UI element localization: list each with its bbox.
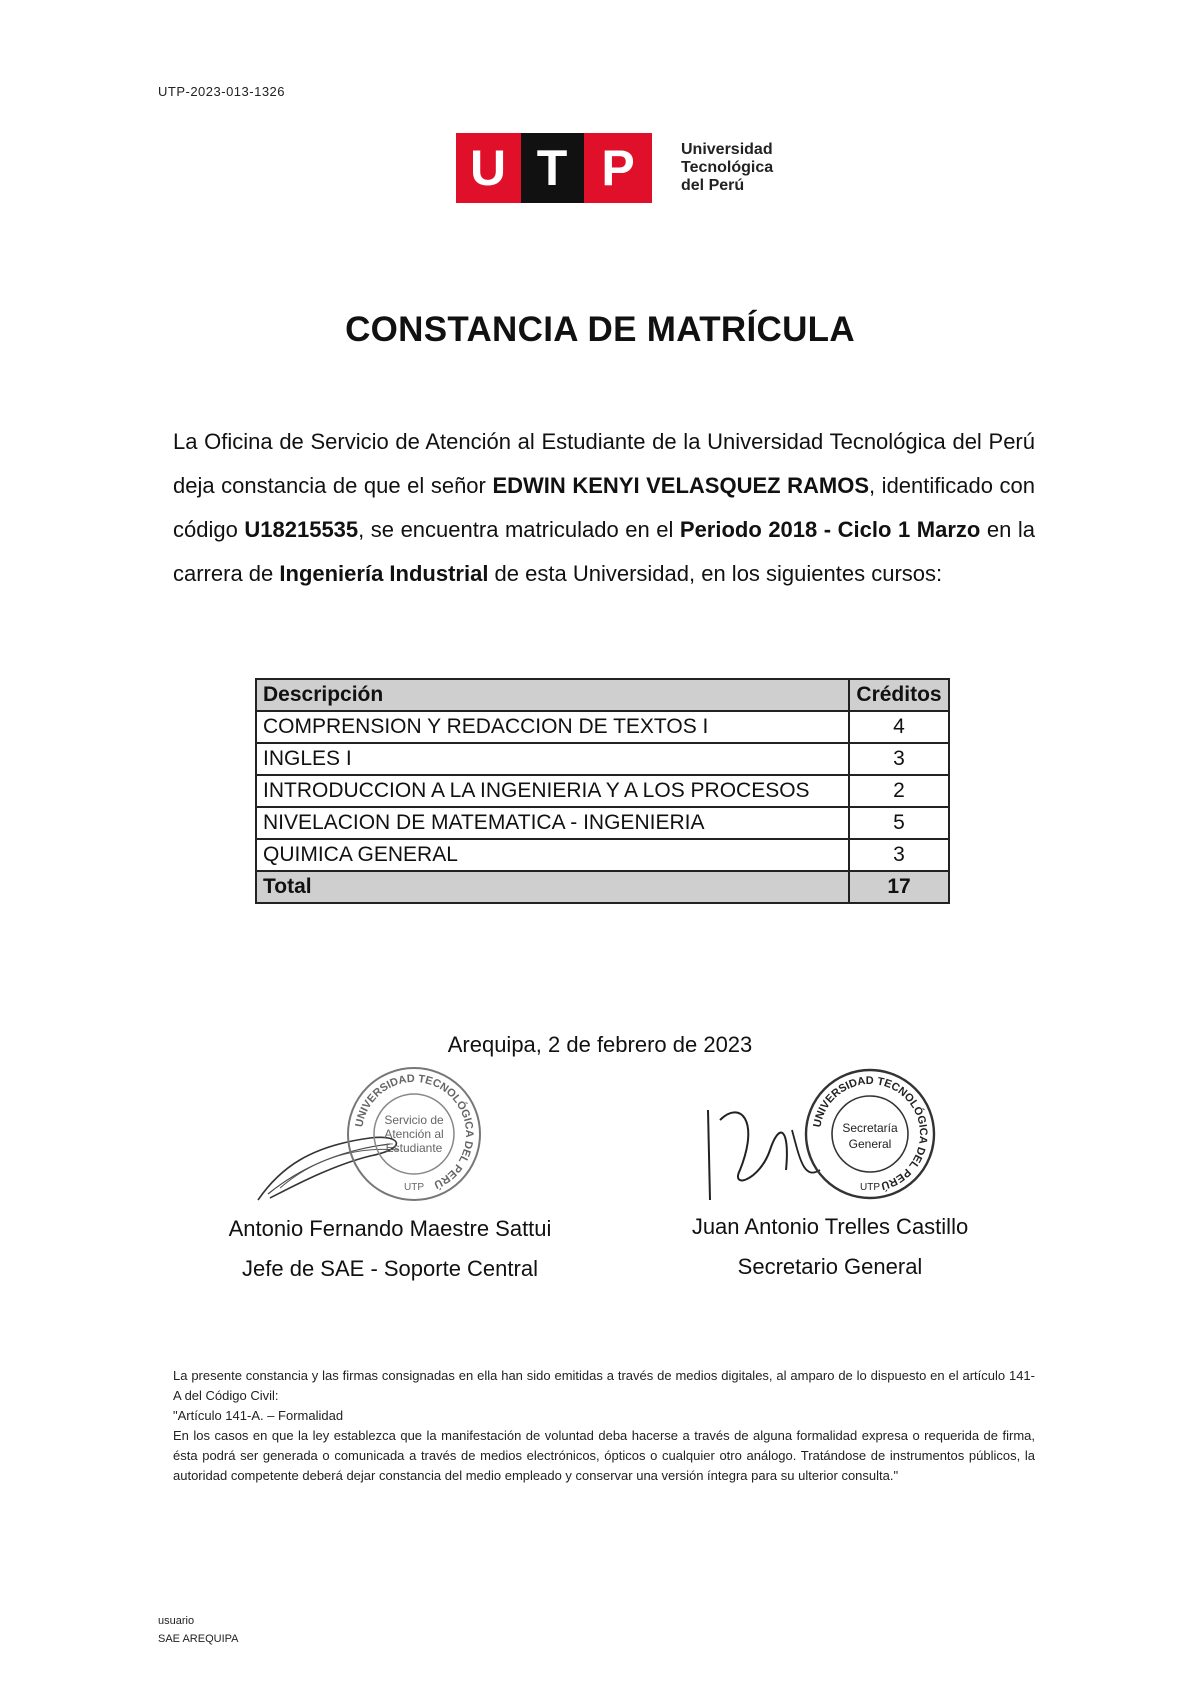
paragraph-text: , identificado con código xyxy=(173,473,1036,542)
course-credits: 2 xyxy=(849,775,949,807)
signatory-role: Secretario General xyxy=(737,1254,923,1279)
courses-table xyxy=(255,678,950,904)
document-id: UTP-2023-013-1326 xyxy=(158,84,286,99)
signatory-left xyxy=(180,1216,600,1296)
header-description: Descripción xyxy=(256,679,849,711)
stamp-center-line: Atención al xyxy=(384,1127,444,1141)
enrollment-period: Periodo 2018 - Ciclo 1 Marzo xyxy=(679,517,981,542)
paragraph-text: de esta Universidad, en los siguientes cursos: xyxy=(488,561,943,586)
signatory-right xyxy=(620,1214,1040,1294)
course-description: INTRODUCCION A LA INGENIERIA Y A LOS PROCESOS xyxy=(256,775,849,807)
handwritten-signature-right xyxy=(708,1110,710,1200)
table-header-row xyxy=(256,679,949,711)
stamp-ring-text: UNIVERSIDAD TECNOLÓGICA DEL PERÚ xyxy=(353,1072,476,1191)
footer xyxy=(158,1612,239,1648)
course-description: INGLES I xyxy=(256,743,849,775)
table-row xyxy=(256,807,949,839)
logo-line-1: Universidad xyxy=(681,141,773,158)
logo-line-3: del Perú xyxy=(681,177,745,194)
course-description: QUIMICA GENERAL xyxy=(256,839,849,871)
header-credits: Créditos xyxy=(849,679,949,711)
stamp-center-line: Estudiante xyxy=(385,1141,443,1155)
table-row xyxy=(256,711,949,743)
stamp-bottom-text: UTP xyxy=(404,1182,424,1193)
signatory-role: Jefe de SAE - Soporte Central xyxy=(242,1256,538,1281)
paragraph-text: La Oficina de Servicio de Atención al Estudiante de la Universidad Tecnológica del Perú deja constancia de que el señor xyxy=(173,429,1035,498)
student-name: EDWIN KENYI VELASQUEZ RAMOS xyxy=(492,473,870,498)
logo-letter-p: P xyxy=(601,140,635,196)
logo-letter-u: U xyxy=(469,140,507,196)
course-credits: 4 xyxy=(849,711,949,743)
legal-line: En los casos en que la ley establezca que la manifestación de voluntad deba hacerse a través de alguna formalidad expresa o requerida de firma, ésta podrá ser generada o comunicada a través de medios electrónicos, ópticos o cualquier otro análogo. Tratándose de instrumentos públicos, la autoridad competente deberá dejar constancia del medio empleado y conservar una versión íntegra para su ulterior consulta." xyxy=(173,1428,1035,1483)
legal-line: La presente constancia y las firmas consignadas en ella han sido emitidas a través de medios digitales, al amparo de lo dispuesto en el artículo 141-A del Código Civil: xyxy=(173,1368,1035,1403)
logo-line-2: Tecnológica xyxy=(681,159,774,176)
signatory-name: Antonio Fernando Maestre Sattui xyxy=(228,1216,552,1241)
paragraph-text: , se encuentra matriculado en el xyxy=(358,517,680,542)
page-title: CONSTANCIA DE MATRÍCULA xyxy=(345,310,855,349)
certificate-paragraph xyxy=(173,420,1035,596)
legal-line: "Artículo 141-A. – Formalidad xyxy=(173,1408,344,1423)
handwritten-signature-right-stroke xyxy=(720,1112,787,1180)
logo-letter-t: T xyxy=(536,140,568,196)
signature-right-graphic xyxy=(700,1060,960,1210)
footer-office: SAE AREQUIPA xyxy=(158,1633,239,1645)
total-row xyxy=(256,871,949,903)
student-code: U18215535 xyxy=(244,517,359,542)
stamp-center-line: Servicio de xyxy=(384,1113,444,1127)
utp-logo xyxy=(456,133,786,203)
total-label: Total xyxy=(256,871,849,903)
footer-user-label: usuario xyxy=(158,1615,195,1627)
table-row xyxy=(256,743,949,775)
table-row xyxy=(256,839,949,871)
course-credits: 5 xyxy=(849,807,949,839)
signature-left-graphic xyxy=(250,1058,530,1208)
place-and-date: Arequipa, 2 de febrero de 2023 xyxy=(447,1032,753,1057)
career-name: Ingeniería Industrial xyxy=(279,561,489,586)
stamp-ring-text: UNIVERSIDAD TECNOLÓGICA DEL PERÚ xyxy=(811,1074,930,1192)
legal-notice xyxy=(173,1366,1035,1486)
course-description: COMPRENSION Y REDACCION DE TEXTOS I xyxy=(256,711,849,743)
stamp-center-line: Secretaría xyxy=(842,1121,898,1135)
signatory-name: Juan Antonio Trelles Castillo xyxy=(691,1214,969,1239)
total-credits: 17 xyxy=(849,871,949,903)
paragraph-text: en la carrera de xyxy=(173,517,1035,586)
stamp-center-line: General xyxy=(848,1137,892,1151)
stamp-bottom-text: UTP xyxy=(860,1182,880,1193)
course-credits: 3 xyxy=(849,839,949,871)
course-credits: 3 xyxy=(849,743,949,775)
course-description: NIVELACION DE MATEMATICA - INGENIERIA xyxy=(256,807,849,839)
table-row xyxy=(256,775,949,807)
